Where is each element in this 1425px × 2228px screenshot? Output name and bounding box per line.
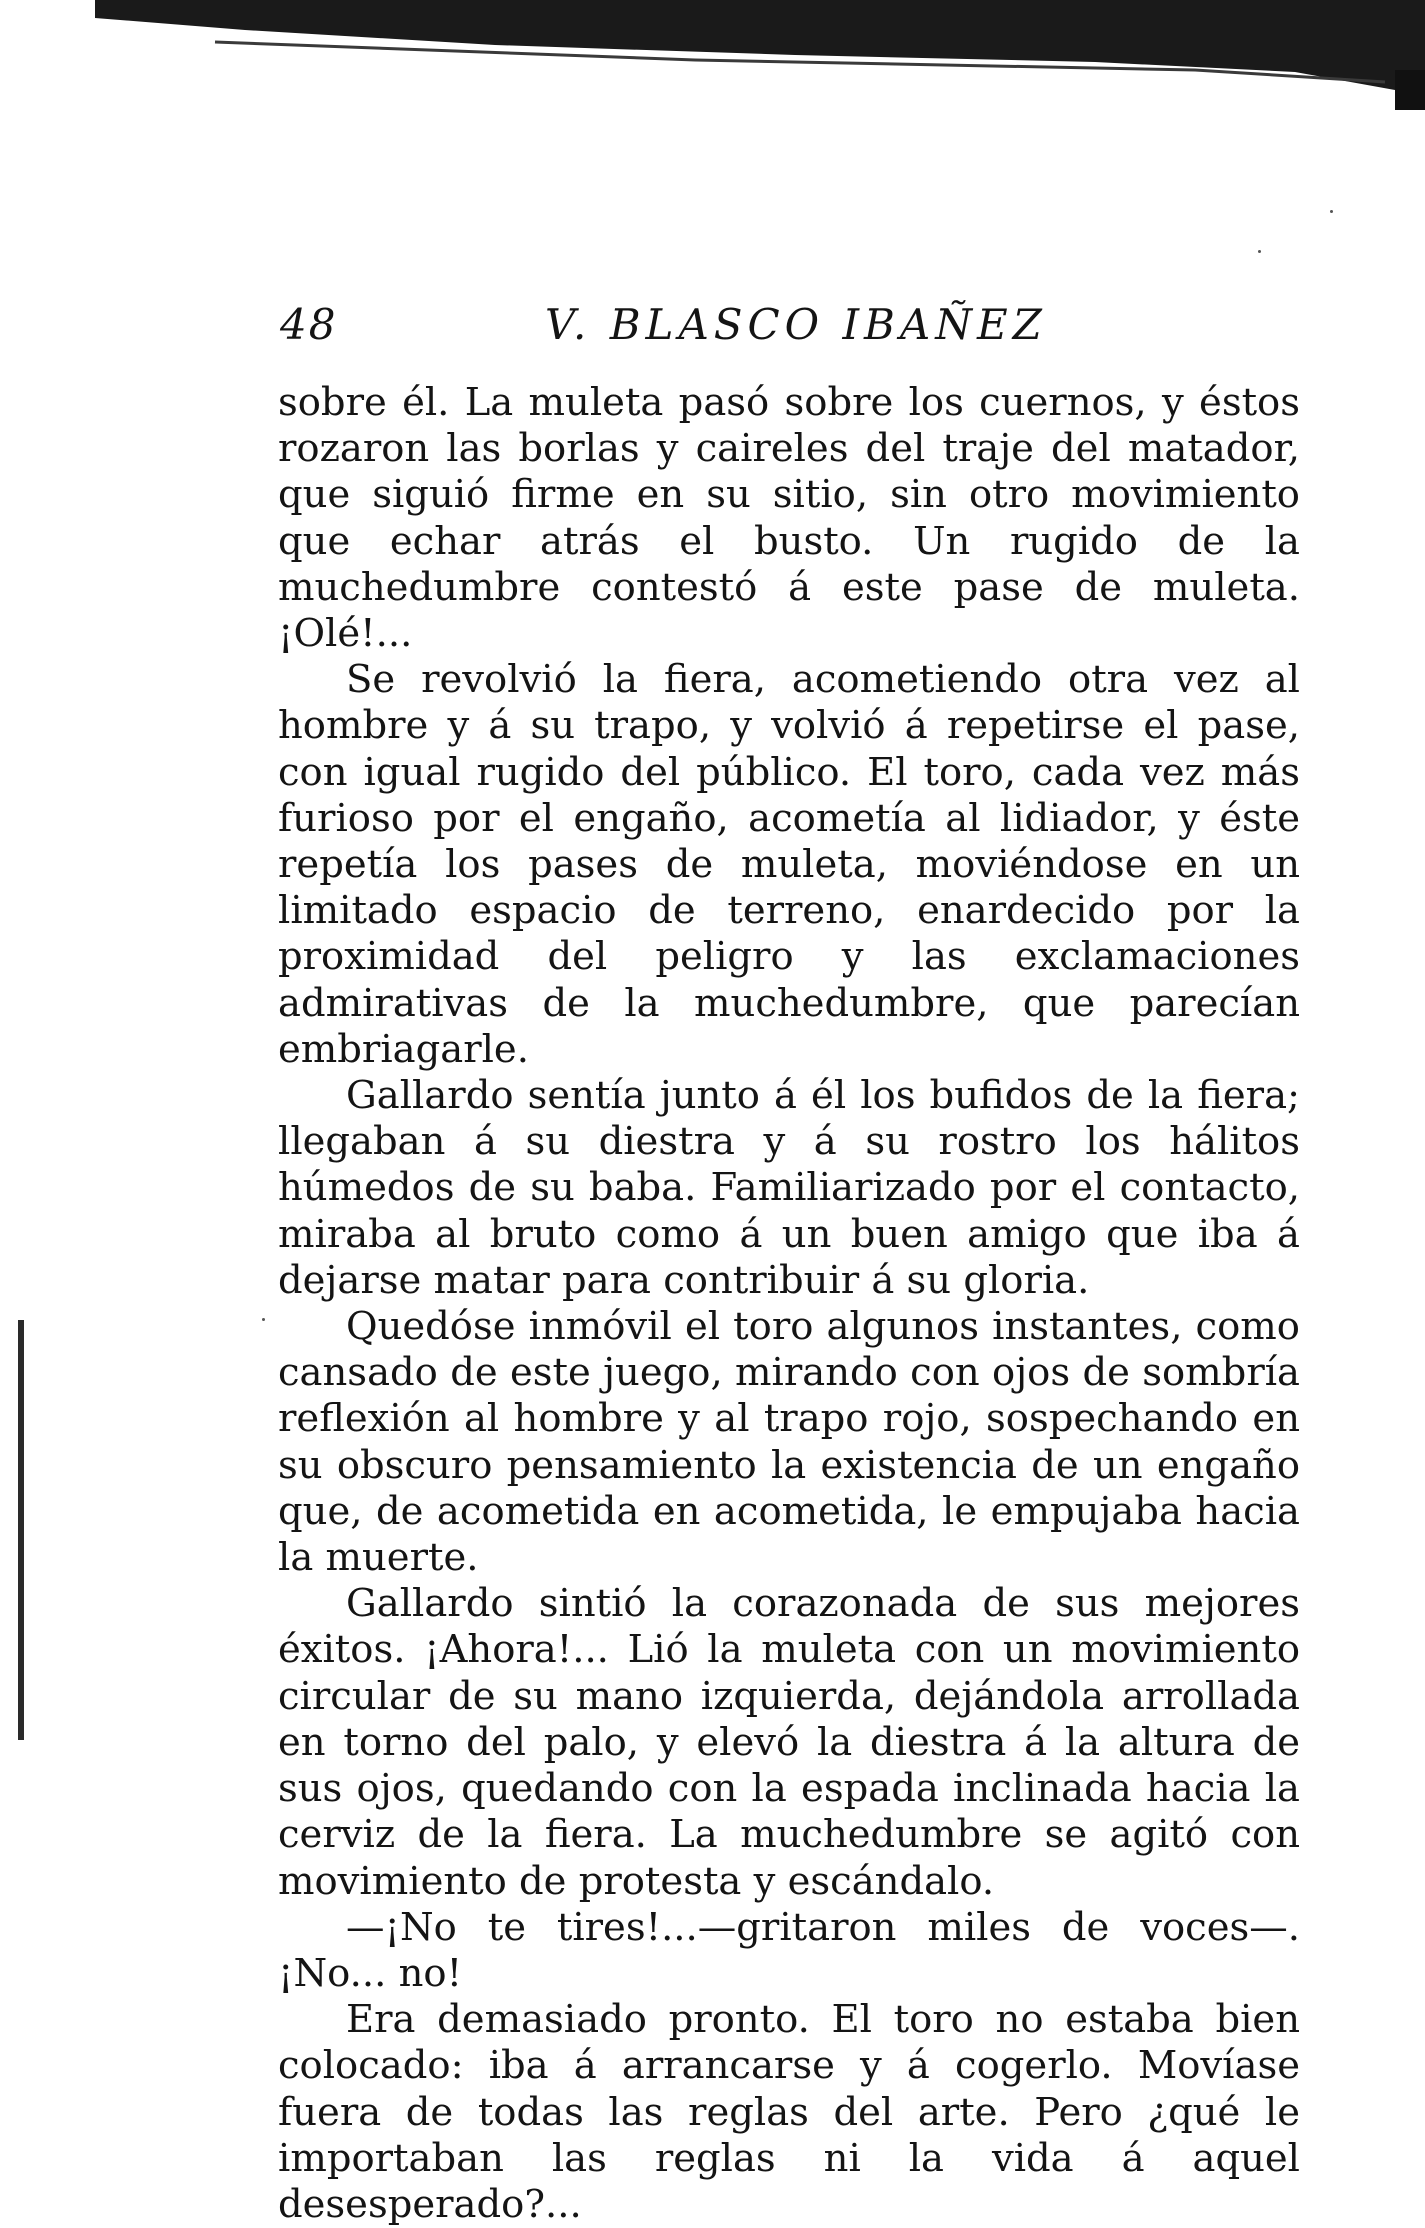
scan-speck [1330, 210, 1333, 213]
paragraph-2: Se revolvió la fiera, acometiendo otra vez al hombre y á su trapo, y volvió á repetirse el pase, con igual rugido del público. El toro, cada vez más furioso por el engaño, acometía al lidiador, y éste repetía los pases de muleta, moviéndose en un limitado espacio de terreno, enardecido por la proximidad del peligro y las exclamaciones admirativas de la muchedumbre, que parecían embriagarle. [278, 657, 1300, 1072]
scan-edge-shadow [95, 0, 1425, 110]
paragraph-3: Gallardo sentía junto á él los bufidos de la fiera; llegaban á su diestra y á su rostro los hálitos húmedos de su baba. Familiarizado por el contacto, miraba al bruto como á un buen amigo que iba á dejarse matar para contribuir á su gloria. [278, 1073, 1300, 1303]
scan-speck [1258, 250, 1261, 253]
page-number: 48 [280, 300, 338, 349]
book-author: V. BLASCO IBAÑEZ [545, 300, 1047, 349]
paragraph-1: sobre él. La muleta pasó sobre los cuernos, y éstos rozaron las borlas y caireles del traje del matador, que siguió firme en su sitio, sin otro movimiento que echar atrás el busto. Un rugido de la muchedumbre contestó á este pase de muleta. ¡Olé!... [278, 380, 1300, 657]
paragraph-5: Gallardo sintió la corazonada de sus mejores éxitos. ¡Ahora!... Lió la muleta con un movimiento circular de su mano izquierda, dejándola arrollada en torno del palo, y elevó la diestra á la altura de sus ojos, quedando con la espada inclinada hacia la cerviz de la fiera. La muchedumbre se agitó con movimiento de protesta y escándalo. [278, 1581, 1300, 1904]
running-head [280, 300, 1060, 360]
scan-margin-rule [18, 1320, 24, 1740]
body-text [278, 380, 1300, 2228]
scan-speck [262, 1318, 265, 1321]
paragraph-6: —¡No te tires!...—gritaron miles de voces—. ¡No... no! [278, 1904, 1300, 1996]
paragraph-7: Era demasiado pronto. El toro no estaba bien colocado: iba á arrancarse y á cogerlo. Movíase fuera de todas las reglas del arte. Pero ¿qué le importaban las reglas ni la vida á aquel desesperado?... [278, 1997, 1300, 2227]
paragraph-4: Quedóse inmóvil el toro algunos instantes, como cansado de este juego, mirando con ojos de sombría reflexión al hombre y al trapo rojo, sospechando en su obscuro pensamiento la existencia de un engaño que, de acometida en acometida, le empujaba hacia la muerte. [278, 1304, 1300, 1581]
